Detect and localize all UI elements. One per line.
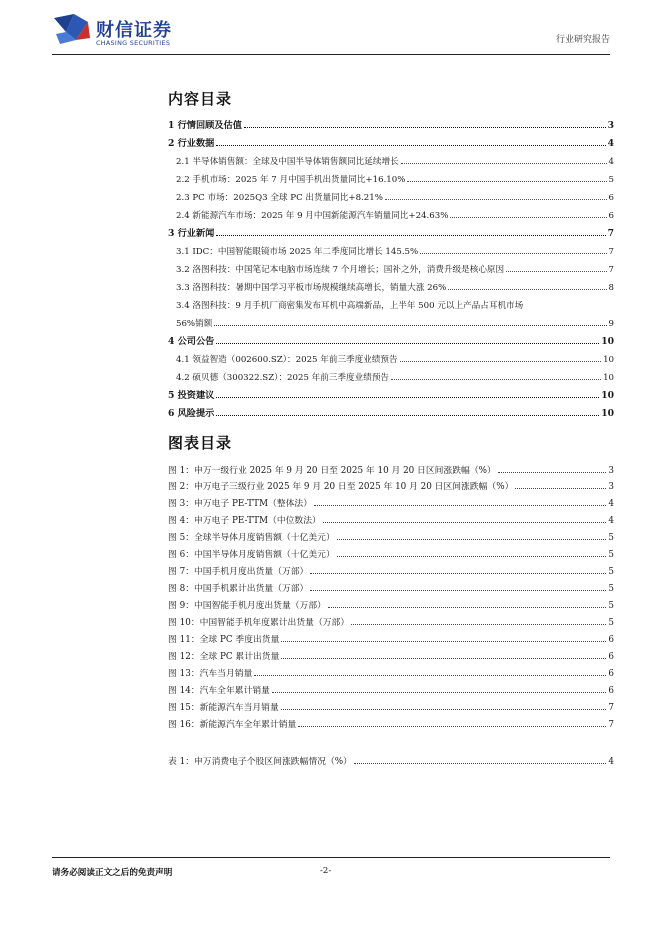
figure-entry-label: 图 4：申万电子 PE-TTM（中位数法） — [168, 516, 321, 526]
leader-dots — [244, 127, 606, 128]
figure-entry-page: 5 — [608, 601, 614, 611]
leader-dots — [400, 361, 601, 362]
figure-entry-label: 图 10：中国智能手机年度累计出货量（万部） — [168, 618, 350, 628]
leader-dots — [216, 397, 599, 398]
leader-dots — [328, 607, 606, 608]
leader-dots — [391, 379, 601, 380]
leader-dots — [216, 235, 605, 236]
figure-entry-page: 7 — [608, 703, 614, 713]
leader-dots — [385, 199, 607, 200]
figure-entry-page: 5 — [608, 533, 614, 543]
figure-entry-label: 图 9：中国智能手机月度出货量（万部） — [168, 601, 326, 611]
toc-entry-2-3[interactable] — [176, 185, 614, 203]
toc-entry-label: 2.3 PC 市场：2025Q3 全球 PC 出货量同比+8.21% — [176, 193, 383, 203]
figure-entry-label: 图 15：新能源汽车当月销量 — [168, 703, 279, 713]
logo-chinese-name: 财信证券 — [96, 20, 172, 41]
toc-entry-2-1[interactable] — [176, 149, 614, 167]
toc-entry-2-4[interactable] — [176, 203, 614, 221]
leader-dots — [214, 325, 606, 326]
figure-entry-16[interactable] — [168, 714, 614, 730]
leader-dots — [354, 763, 606, 764]
toc-entry-page: 3 — [607, 120, 614, 131]
toc-entry-5[interactable] — [168, 383, 614, 401]
toc-entry-page: 10 — [601, 390, 614, 401]
figure-entry-11[interactable] — [168, 629, 614, 645]
leader-dots — [515, 488, 606, 489]
figure-entry-2[interactable] — [168, 476, 614, 492]
leader-dots — [281, 709, 607, 710]
figure-entry-10[interactable] — [168, 612, 614, 628]
leader-dots — [351, 624, 606, 625]
toc-entry-label: 2 行业数据 — [168, 138, 215, 149]
toc-entry-3-4-line1[interactable] — [176, 293, 614, 311]
toc-entry-label: 2.4 新能源汽车市场：2025 年 9 月中国新能源汽车销量同比+24.63% — [176, 211, 449, 221]
leader-dots — [506, 271, 606, 272]
toc-entry-3-3[interactable] — [176, 275, 614, 293]
figure-entry-8[interactable] — [168, 578, 614, 594]
figure-entry-1[interactable] — [168, 460, 614, 476]
toc-entry-6[interactable] — [168, 401, 614, 419]
footer-divider — [52, 857, 610, 858]
company-logo — [52, 12, 182, 48]
toc-entry-2[interactable] — [168, 131, 614, 149]
toc-entry-page: 10 — [601, 408, 614, 419]
toc-entry-page: 4 — [608, 157, 614, 167]
figure-entry-label: 图 5：全球半导体月度销售额（十亿美元） — [168, 533, 335, 543]
leader-dots — [401, 163, 607, 164]
leader-dots — [498, 472, 607, 473]
figure-entry-page: 4 — [608, 516, 614, 526]
toc-entry-label: 1 行情回顾及估值 — [168, 120, 242, 131]
figure-entry-page: 5 — [608, 567, 614, 577]
leader-dots — [337, 539, 607, 540]
figure-entry-6[interactable] — [168, 544, 614, 560]
toc-entry-label: 2.1 半导体销售额：全球及中国半导体销售额同比延续增长 — [176, 157, 399, 167]
figure-entry-page: 4 — [608, 499, 614, 509]
toc-entry-3-1[interactable] — [176, 239, 614, 257]
leader-dots — [323, 522, 607, 523]
toc-entry-page: 10 — [603, 355, 614, 365]
figure-entry-page: 6 — [608, 686, 614, 696]
toc-entry-label: 4 公司公告 — [168, 336, 215, 347]
figure-entry-label: 图 13：汽车当月销量 — [168, 669, 253, 679]
figure-entry-page: 5 — [608, 618, 614, 628]
toc-entry-label: 3 行业新闻 — [168, 228, 215, 239]
header-divider — [52, 54, 610, 55]
figure-entry-page: 5 — [608, 550, 614, 560]
figure-entry-label: 图 8：中国手机累计出货量（万部） — [168, 584, 309, 594]
figure-entry-label: 图 3：申万电子 PE-TTM（整体法） — [168, 499, 313, 509]
leader-dots — [298, 726, 606, 727]
figure-entry-page: 6 — [608, 635, 614, 645]
toc-entry-label: 3.3 洛图科技：暑期中国学习平板市场规模继续高增长，销量大涨 26% — [176, 283, 447, 293]
toc-entry-3-2[interactable] — [176, 257, 614, 275]
figure-entry-7[interactable] — [168, 561, 614, 577]
figure-entry-label: 图 7：中国手机月度出货量（万部） — [168, 567, 309, 577]
figure-entry-5[interactable] — [168, 527, 614, 543]
figure-entry-page: 3 — [608, 466, 614, 476]
leader-dots — [448, 289, 606, 290]
toc-entry-4-1[interactable] — [176, 347, 614, 365]
figures-toc-title: 图表目录 — [168, 434, 233, 452]
figure-entry-page: 6 — [608, 652, 614, 662]
footer-disclaimer: 请务必阅读正文之后的免责声明 — [52, 868, 173, 878]
figure-entry-page: 3 — [608, 482, 614, 492]
figure-entry-9[interactable] — [168, 595, 614, 611]
leader-dots — [310, 590, 606, 591]
toc-entry-page: 6 — [608, 211, 614, 221]
toc-entry-2-2[interactable] — [176, 167, 614, 185]
figure-entry-3[interactable] — [168, 493, 614, 509]
leader-dots — [314, 505, 606, 506]
toc-entry-1[interactable] — [168, 113, 614, 131]
toc-entry-label: 4.2 硕贝德（300322.SZ）：2025 年前三季度业绩预告 — [176, 373, 390, 383]
figure-entry-page: 5 — [608, 584, 614, 594]
leader-dots — [407, 181, 606, 182]
toc-title: 内容目录 — [168, 90, 233, 108]
toc-entry-label: 3.1 IDC：中国智能眼镜市场 2025 年二季度同比增长 145.5% — [176, 247, 419, 257]
page-header — [0, 0, 662, 60]
logo-mark-icon — [52, 12, 92, 46]
leader-dots — [281, 641, 606, 642]
report-type-label: 行业研究报告 — [555, 35, 610, 45]
toc-entry-page: 8 — [608, 283, 614, 293]
leader-dots — [281, 658, 606, 659]
toc-entry-4[interactable] — [168, 329, 614, 347]
toc-entry-page: 10 — [603, 373, 614, 383]
leader-dots — [216, 343, 599, 344]
figure-entry-12[interactable] — [168, 646, 614, 662]
toc-entry-label: 3.2 洛图科技：中国笔记本电脑市场连续 7 个月增长；国补之外，消费升级是核心原因 — [176, 265, 505, 275]
leader-dots — [254, 675, 606, 676]
toc-entry-page: 10 — [601, 336, 614, 347]
toc-entry-3-4-line2[interactable] — [176, 311, 614, 329]
toc-entry-3[interactable] — [168, 221, 614, 239]
toc-entry-page: 6 — [608, 193, 614, 203]
leader-dots — [216, 415, 599, 416]
leader-dots — [216, 145, 605, 146]
figure-entry-label: 图 6：中国半导体月度销售额（十亿美元） — [168, 550, 335, 560]
toc-entry-label: 4.1 领益智造（002600.SZ）：2025 年前三季度业绩预告 — [176, 355, 398, 365]
toc-entry-page: 9 — [608, 319, 614, 329]
toc-entry-page: 7 — [607, 228, 614, 239]
toc-entry-label: 5 投资建议 — [168, 390, 215, 401]
leader-dots — [337, 556, 607, 557]
leader-dots — [272, 692, 606, 693]
toc-entry-label: 56%销额 — [176, 319, 213, 329]
leader-dots — [310, 573, 606, 574]
logo-english-name: CHASING SECURITIES — [96, 39, 171, 47]
toc-entry-label: 6 风险提示 — [168, 408, 215, 419]
figure-entry-4[interactable] — [168, 510, 614, 526]
toc-entry-page: 7 — [608, 265, 614, 275]
figure-entry-13[interactable] — [168, 663, 614, 679]
table-entry-1[interactable] — [168, 751, 614, 767]
leader-dots — [420, 253, 606, 254]
toc-entry-page: 7 — [608, 247, 614, 257]
figure-entry-label: 图 16：新能源汽车全年累计销量 — [168, 720, 297, 730]
toc-entry-label: 2.2 手机市场：2025 年 7 月中国手机出货量同比+16.10% — [176, 175, 406, 185]
figure-entry-label: 图 14：汽车全年累计销量 — [168, 686, 270, 696]
figure-entry-label: 图 11：全球 PC 季度出货量 — [168, 635, 280, 645]
figure-entry-page: 7 — [608, 720, 614, 730]
figure-entry-15[interactable] — [168, 697, 614, 713]
toc-entry-label: 3.4 洛图科技：9 月手机厂商密集发布耳机中高端新品，上半年 500 元以上产品占耳机市场 — [176, 301, 524, 311]
toc-entry-page: 4 — [607, 138, 614, 149]
figure-entry-label: 图 2：申万电子三级行业 2025 年 9 月 20 日至 2025 年 10 月 20 日区间涨跌幅（%） — [168, 482, 514, 492]
figure-entry-14[interactable] — [168, 680, 614, 696]
toc-entry-4-2[interactable] — [176, 365, 614, 383]
footer-page-number: -2- — [320, 866, 332, 876]
table-entry-page: 4 — [608, 757, 614, 767]
figure-entry-page: 6 — [608, 669, 614, 679]
table-entry-label: 表 1：申万消费电子个股区间涨跌幅情况（%） — [168, 757, 352, 767]
figure-entry-label: 图 1：申万一级行业 2025 年 9 月 20 日至 2025 年 10 月 20 日区间涨跌幅（%） — [168, 466, 496, 476]
toc-entry-page: 5 — [608, 175, 614, 185]
leader-dots — [450, 217, 606, 218]
figure-entry-label: 图 12：全球 PC 累计出货量 — [168, 652, 280, 662]
